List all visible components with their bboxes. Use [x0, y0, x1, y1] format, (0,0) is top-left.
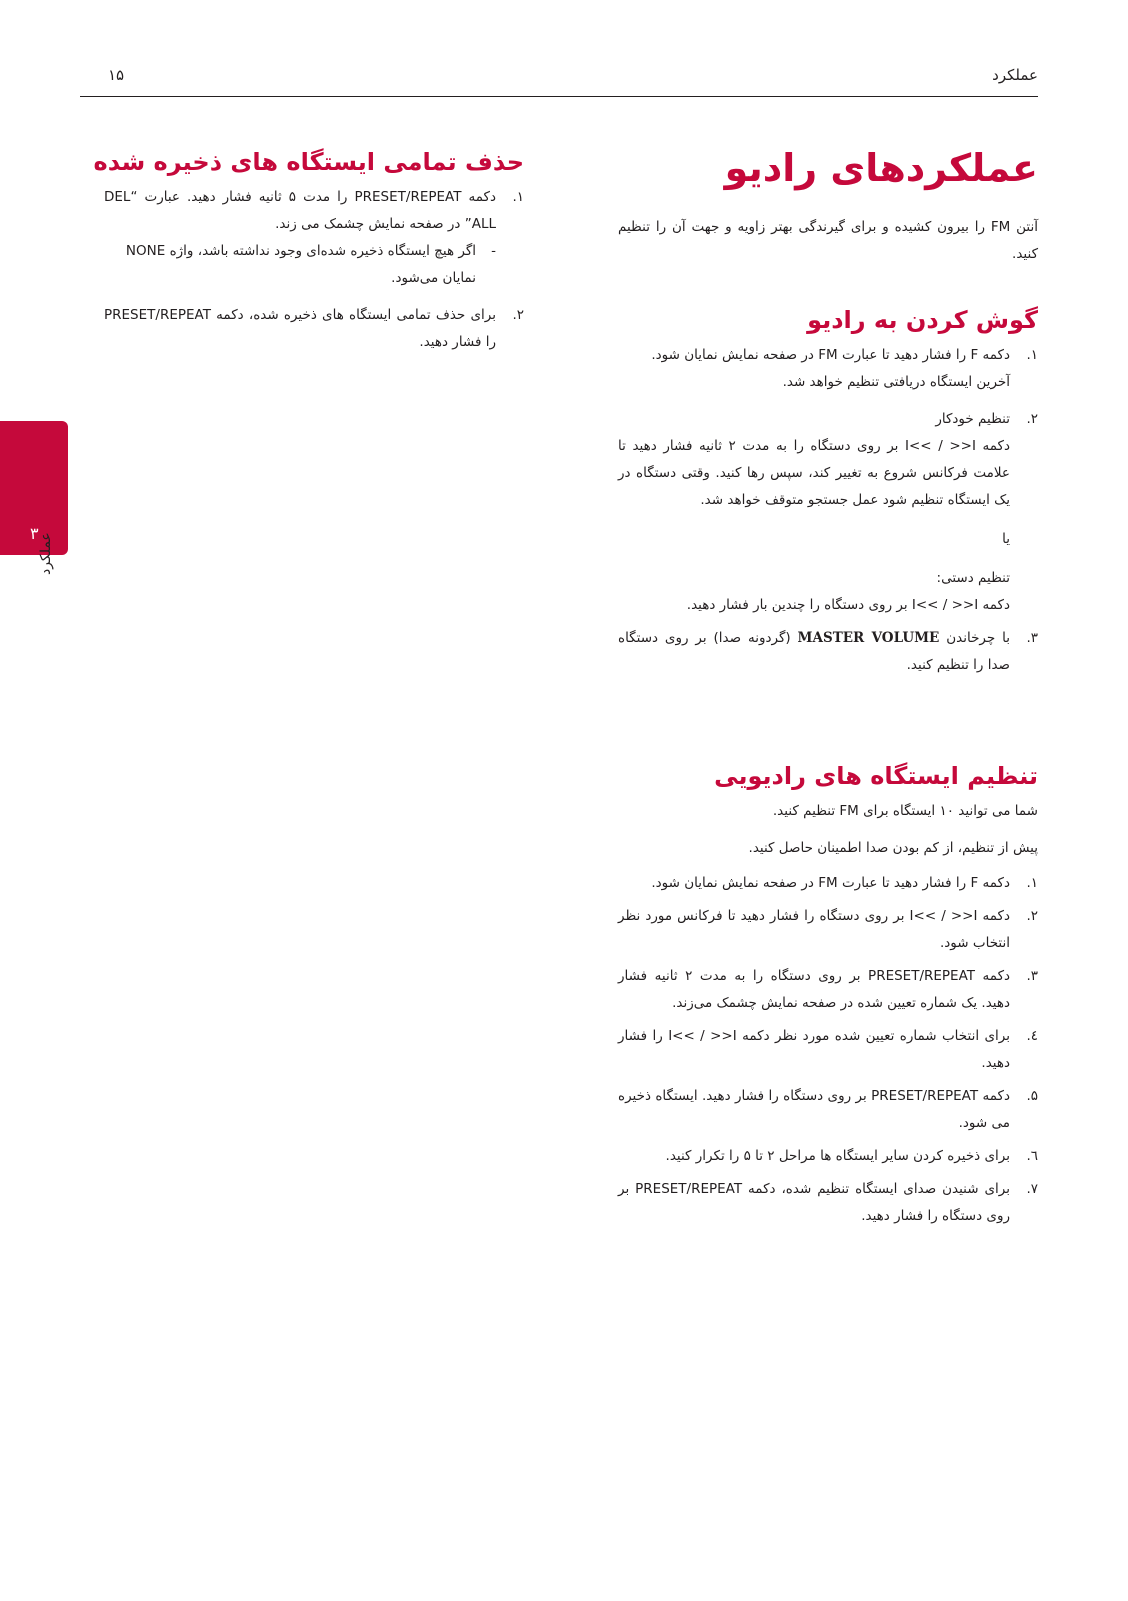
list-item [618, 1023, 1038, 1077]
list-item [104, 184, 524, 238]
item-number: ٦. [1026, 1148, 1038, 1164]
item-text: برای حذف تمامی ایستگاه های ذخیره شده، دکمه PRESET/REPEAT را فشار دهید. [104, 307, 496, 350]
presets-section [618, 798, 1038, 1236]
chapter-number: ۳ [30, 524, 39, 543]
item-text: دکمه F را فشار دهید تا عبارت FM در صفحه نمایش نمایان شود. [651, 875, 1010, 891]
item-text: دکمه PRESET/REPEAT بر روی دستگاه را به مدت ۲ ثانیه فشار دهید. یک شماره تعیین شده در صفحه نمایش چشمک می‌زند. [618, 968, 1011, 1011]
chapter-label: عملکرد [38, 532, 54, 575]
listen-heading: گوش کردن به رادیو [807, 306, 1038, 334]
item-number: ۱. [1026, 875, 1038, 891]
item-title: تنظیم خودکار [935, 411, 1010, 427]
item-text: دکمه I<< / >>I بر روی دستگاه را به مدت ۲ ثانیه فشار دهید تا علامت فرکانس شروع به تغییر کند، سپس رها کنید. وقتی دستگاه در یک ایستگاه تنظیم شود عمل جستجو متوقف خواهد شد. [618, 438, 1010, 508]
delete-section [104, 184, 524, 356]
list-item [618, 406, 1038, 433]
item-text: برای ذخیره کردن سایر ایستگاه ها مراحل ۲ تا ۵ را تکرار کنید. [665, 1148, 1010, 1164]
delete-heading: حذف تمامی ایستگاه های ذخیره شده [93, 148, 524, 176]
item-number: ۱. [512, 189, 524, 205]
list-item [104, 302, 524, 356]
item-number: ۳. [1026, 630, 1038, 646]
item-text: دکمه PRESET/REPEAT را مدت ۵ ثانیه فشار دهید. عبارت “DEL ALL” در صفحه نمایش چشمک می زند. [104, 189, 496, 232]
item-text: برای انتخاب شماره تعیین شده مورد نظر دکمه I<< / >>I را فشار دهید. [618, 1028, 1010, 1071]
intro-paragraph: آنتن FM را بیرون کشیده و برای گیرندگی بهتر زاویه و جهت آن را تنظیم کنید. [618, 219, 1038, 262]
item-number: ۲. [1026, 908, 1038, 924]
item-number: ۷. [1026, 1181, 1038, 1197]
list-item [618, 1176, 1038, 1230]
list-item [618, 963, 1038, 1017]
item-text: دکمه I<< / >>I بر روی دستگاه را چندین بار فشار دهید. [686, 597, 1010, 613]
presets-paragraph: شما می توانید ۱۰ ایستگاه برای FM تنظیم کنید. [772, 803, 1038, 819]
item-number: ۲. [1026, 411, 1038, 427]
list-item [618, 870, 1038, 897]
item-text-part: (گردونه صدا) بر روی دستگاه صدا را تنظیم کنید. [618, 630, 1010, 673]
or-text: یا [1002, 531, 1010, 547]
item-text: دکمه F را فشار دهید تا عبارت FM در صفحه نمایش نمایان شود. [651, 347, 1010, 363]
page-header [80, 60, 1038, 97]
item-number: ۱. [1026, 347, 1038, 363]
intro-section [618, 214, 1038, 268]
item-number: ۳. [1026, 968, 1038, 984]
item-number: ۲. [512, 307, 524, 323]
item-text [618, 625, 1010, 679]
dash-bullet: - [491, 243, 496, 259]
listen-section [618, 342, 1038, 679]
page-number: ۱۵ [108, 66, 125, 84]
item-text: دکمه PRESET/REPEAT بر روی دستگاه را فشار دهید. ایستگاه ذخیره می شود. [618, 1088, 1010, 1131]
presets-heading: تنظیم ایستگاه های رادیویی [714, 762, 1038, 790]
list-item [618, 903, 1038, 957]
item-number: ٤. [1026, 1028, 1038, 1044]
header-section-title: عملکرد [992, 66, 1038, 84]
list-item [618, 1143, 1038, 1170]
list-item [618, 342, 1038, 369]
page-title: عملکردهای رادیو [724, 146, 1038, 190]
list-item [618, 1083, 1038, 1137]
sub-item-text: اگر هیچ ایستگاه ذخیره شده‌ای وجود نداشته باشد، واژه NONE نمایان می‌شود. [125, 243, 476, 286]
item-text: دکمه I<< / >>I بر روی دستگاه را فشار دهید تا فرکانس مورد نظر انتخاب شود. [618, 908, 1010, 951]
item-text-part: با چرخاندن [939, 630, 1010, 646]
bold-label: MASTER VOLUME [797, 630, 940, 646]
item-title: تنظیم دستی: [936, 570, 1010, 586]
presets-paragraph: پیش از تنظیم، از کم بودن صدا اطمینان حاصل کنید. [748, 840, 1038, 856]
sub-item [104, 238, 524, 292]
item-number: ۵. [1026, 1088, 1038, 1104]
item-note: آخرین ایستگاه دریافتی تنظیم خواهد شد. [782, 374, 1010, 390]
item-text: برای شنیدن صدای ایستگاه تنظیم شده، دکمه PRESET/REPEAT بر روی دستگاه را فشار دهید. [618, 1181, 1010, 1224]
list-item [618, 625, 1038, 679]
